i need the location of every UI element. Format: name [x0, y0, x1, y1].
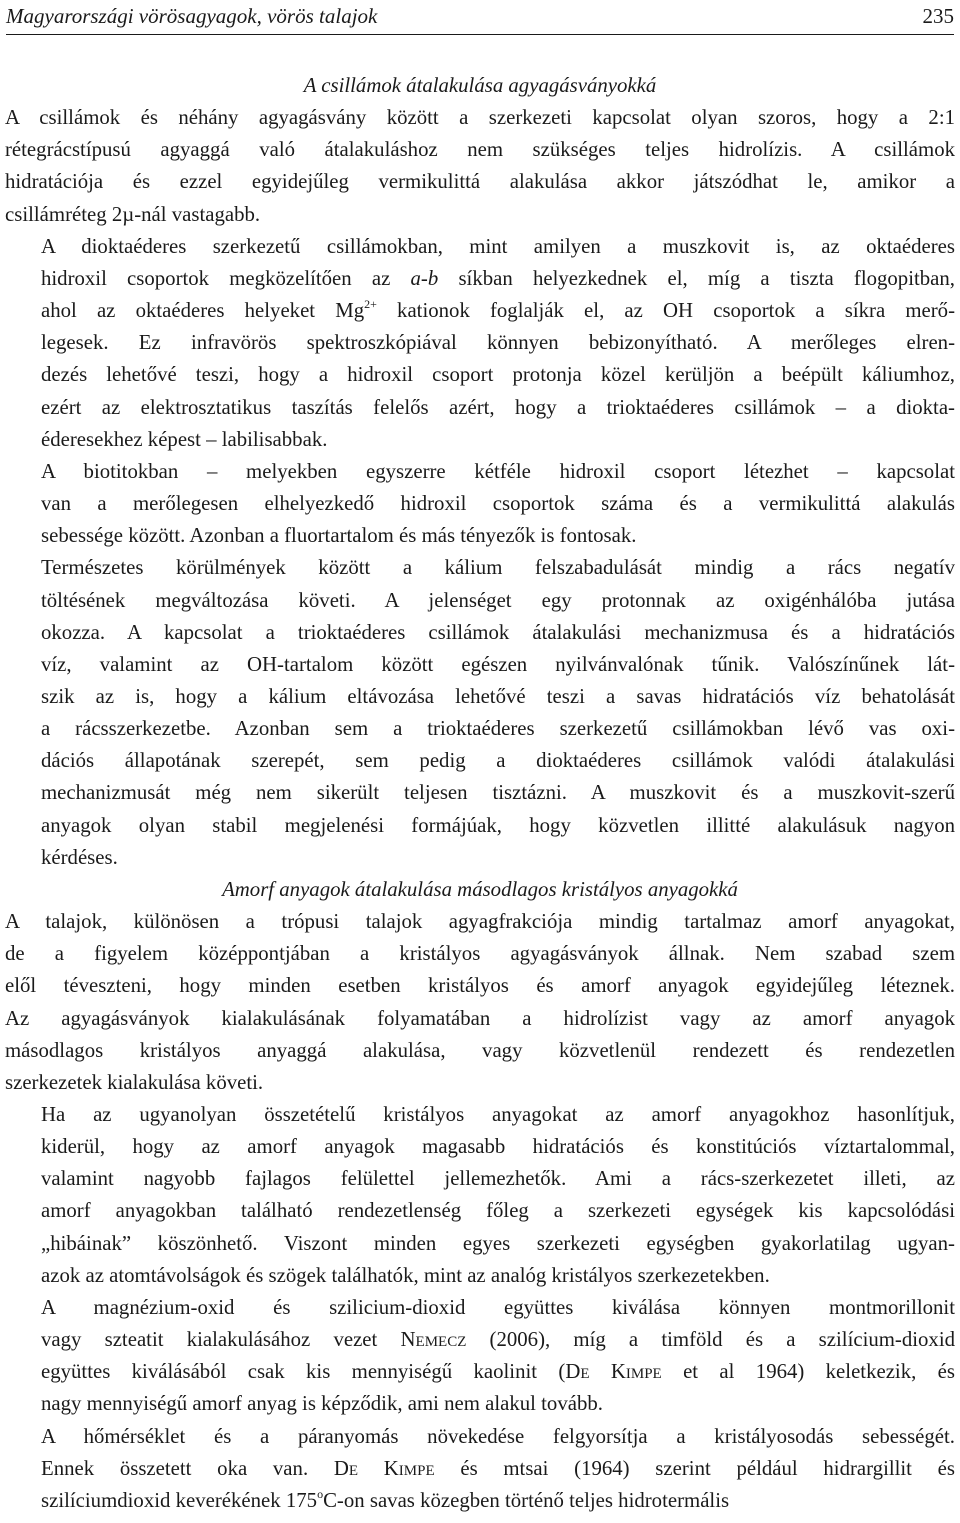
text-line: vagy szteatit kialakulásához vezet Nemecz (2006), míg a timföld és a szilícium-dioxid	[41, 1328, 956, 1352]
text-line: „hibáinak” köszönhető. Viszont minden egyes szerkezeti egységben gyakorlatilag ugyan-	[41, 1231, 955, 1255]
text-line: rétegrácstípusú agyaggá való átalakuláshoz nem szükséges teljes hidrolízis. A csillámok	[5, 138, 955, 162]
text-line: Ennek összetett oka van. De Kimpe és mtsai (1964) szerint például hidrargillit és	[41, 1456, 955, 1480]
running-title: Magyarországi vörösagyagok, vörös talajok	[6, 4, 378, 28]
text-line: víz, valamint az OH-tartalom között egészen nyilvánvalónak tűnik. Valószínűnek lát-	[41, 652, 955, 676]
text-line: szik az is, hogy a kálium eltávozása lehetővé teszi a savas hidratációs víz behatolását	[41, 684, 955, 708]
text-line: amorf anyagokban található rendezetlenség főleg a szerkezeti egységek kis kapcsolódási	[41, 1199, 955, 1223]
text-line: éderesekhez képest – labilisabbak.	[41, 427, 328, 451]
text-line: kiderül, hogy az amorf anyagok magasabb hidratációs és konstitúciós víztartalommal,	[41, 1135, 955, 1159]
text-line: ezért az elektrosztatikus taszítás felelős azért, hogy a trioktaéderes csillámok – a diokta-	[41, 395, 955, 419]
text-line: A biotitokban – melyekben egyszerre kétféle hidroxil csoport létezhet – kapcsolat	[41, 459, 955, 483]
text-line: A hőmérséklet és a páranyomás növekedése felgyorsítja a kristályosodás sebességét.	[41, 1424, 955, 1448]
text-line: sebessége között. Azonban a fluortartalom és más tényezők is fontosak.	[41, 524, 637, 548]
text-line: dezés lehetővé teszi, hogy a hidroxil csoport protonja közel kerüljön a beépült káliumhoz,	[41, 363, 955, 387]
text-line: valamint nagyobb fajlagos felülettel jellemezhetők. Ami a rács-szerkezetet illeti, az	[41, 1167, 955, 1191]
text-line: azok az atomtávolságok és szögek találhatók, mint az analóg kristályos szerkezetekben.	[41, 1263, 770, 1287]
header-rule	[6, 34, 954, 35]
paragraph	[5, 906, 955, 1099]
text-line: Természetes körülmények között a kálium felszabadulását mindig a rács negatív	[41, 556, 955, 580]
paragraph	[5, 1292, 955, 1421]
paragraph	[5, 102, 955, 231]
paragraph	[5, 1421, 955, 1517]
text-line: csillámréteg 2µ-nál vastagabb.	[5, 202, 261, 226]
text-line: A magnézium-oxid és szilicium-dioxid együttes kiválása könnyen montmorillonit	[41, 1295, 955, 1319]
text-line: kérdéses.	[41, 845, 118, 869]
text-line: nagy mennyiségű amorf anyag is képződik, ami nem alakul tovább.	[41, 1392, 603, 1416]
text-line: szerkezetek kialakulása követi.	[5, 1070, 264, 1094]
paragraph	[5, 456, 955, 552]
paragraph	[5, 552, 955, 874]
text-line: szilíciumdioxid keverékének 175$^o$C-on savas közegben történő teljes hidrotermális	[41, 1486, 730, 1512]
section-heading: Amorf anyagok átalakulása másodlagos kristályos anyagokká	[222, 877, 738, 901]
text-line: de a figyelem középpontjában a kristályos agyagásványok állnak. Nem szabad szem	[5, 942, 955, 966]
running-header	[6, 2, 954, 30]
text-line: dációs állapotának szerepét, sem pedig a dioktaéderes csillámok valódi átalakulási	[41, 749, 955, 773]
text-line: ahol az oktaéderes helyeket $Mg^{2+}$ kationok foglalják el, az OH csoportok a síkra merő-	[41, 297, 956, 323]
text-line: hidroxil csoportok megközelítően az a-b síkban helyezkednek el, míg a tiszta flogopitban,	[41, 266, 955, 290]
page-number: 235	[922, 4, 954, 28]
document-body	[5, 70, 955, 1517]
text-line: anyagok olyan stabil megjelenési formájúak, hogy közvetlen illitté alakulásuk nagyon	[41, 813, 955, 837]
paragraph	[5, 231, 955, 456]
text-line: A dioktaéderes szerkezetű csillámokban, mint amilyen a muszkovit is, az oktaéderes	[41, 234, 955, 258]
text-line: együttes kiválásából csak kis mennyiségű kaolinit (De Kimpe et al 1964) keletkezik, és	[41, 1360, 955, 1384]
text-line: töltésének megváltozása követi. A jelenséget egy protonnak az oxigénhálóba jutása	[41, 588, 955, 612]
text-line: van a merőlegesen elhelyezkedő hidroxil csoportok száma és a vermikulittá alakulás	[41, 492, 955, 516]
paragraph	[5, 1099, 955, 1292]
text-line: okozza. A kapcsolat a trioktaéderes csillámok átalakulási mechanizmusa és a hidratációs	[41, 620, 955, 644]
text-line: Az agyagásványok kialakulásának folyamatában a hidrolízist vagy az amorf anyagok	[5, 1006, 955, 1030]
text-line: Ha az ugyanolyan összetételű kristályos anyagokat az amorf anyagokhoz hasonlítjuk,	[41, 1103, 955, 1126]
section-heading: A csillámok átalakulása agyagásványokká	[303, 74, 657, 97]
text-line: A talajok, különösen a trópusi talajok agyagfrakciója mindig tartalmaz amorf anyagokat,	[5, 910, 955, 934]
text-line: mechanizmusát még nem sikerült teljesen tisztázni. A muszkovit és a muszkovit-szerű	[41, 781, 955, 805]
text-line: másodlagos kristályos anyaggá alakulása, vagy közvetlenül rendezett és rendezetlen	[5, 1038, 955, 1062]
text-line: elől téveszteni, hogy minden esetben kristályos és amorf anyagok egyidejűleg léteznek.	[5, 974, 955, 998]
text-line: hidratációja és ezzel egyidejűleg vermikulittá alakulása akkor játszódhat le, amikor a	[5, 170, 955, 194]
text-line: a rácsszerkezetbe. Azonban sem a trioktaéderes szerkezetű csillámokban lévő vas oxi-	[41, 717, 955, 741]
text-line: A csillámok és néhány agyagásvány között a szerkezeti kapcsolat olyan szoros, hogy a 2:1	[5, 106, 955, 130]
text-line: legesek. Ez infravörös spektroszkópiával könnyen bebizonyítható. A merőleges elren-	[41, 331, 955, 355]
